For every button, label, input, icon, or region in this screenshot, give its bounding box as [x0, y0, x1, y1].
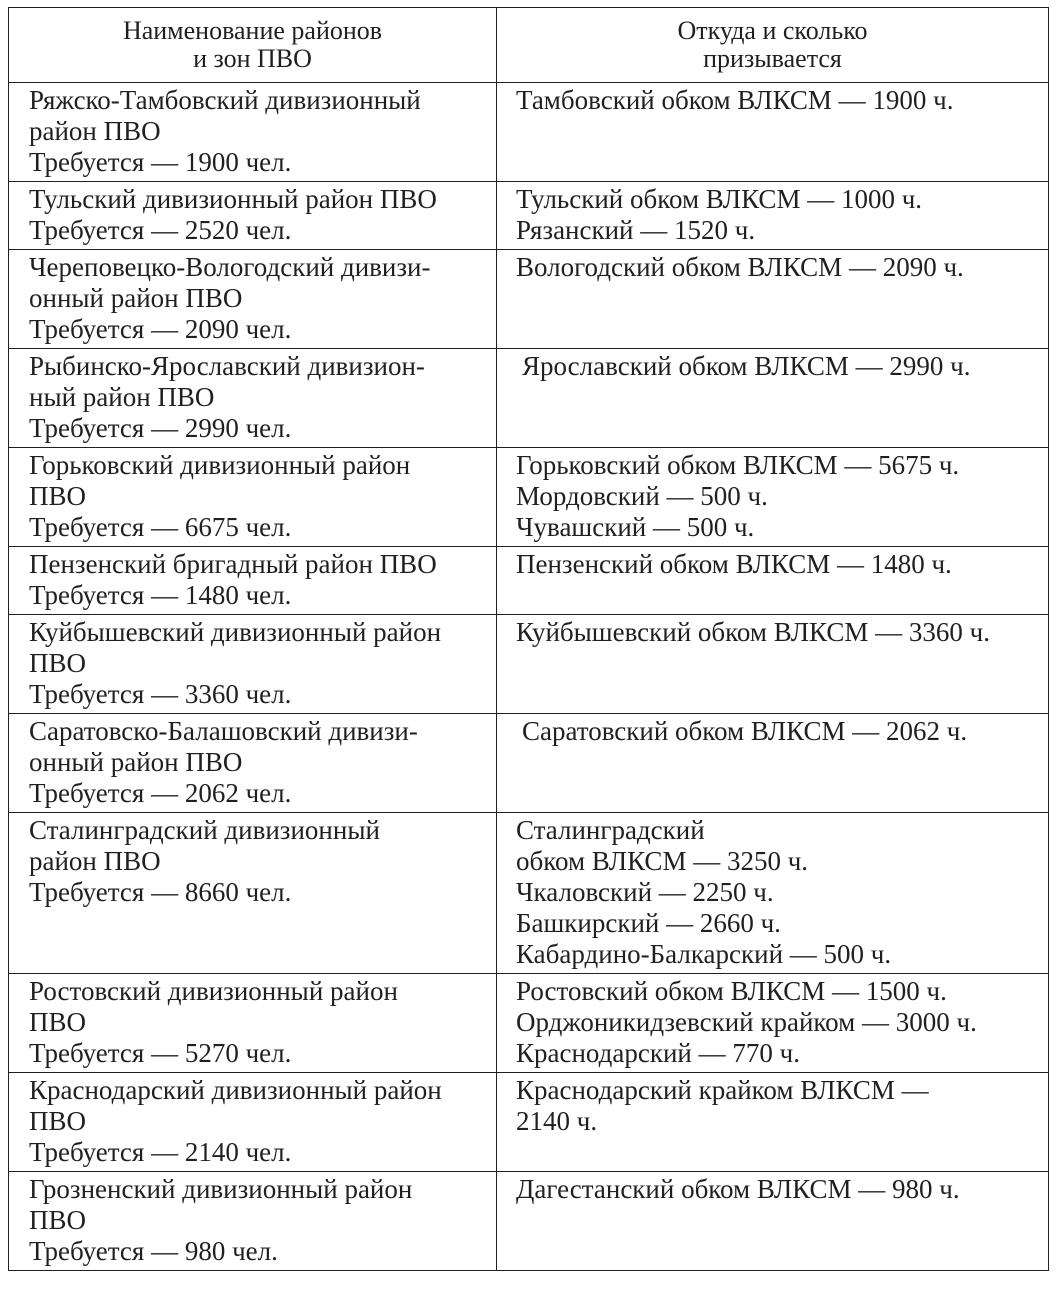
district-name-cell: [9, 250, 497, 349]
draft-source-line: Горьковский обком ВЛКСМ — 5675 ч.: [516, 450, 960, 480]
draft-source-line: 2140 ч.: [516, 1106, 598, 1136]
draft-source-line: Тульский обком ВЛКСМ — 1000 ч.: [516, 184, 923, 214]
table-row: [9, 83, 1049, 182]
district-name-cell: [9, 714, 497, 813]
district-name-line: онный район ПВО: [29, 283, 243, 313]
draft-source-line: Ярославский обком ВЛКСМ — 2990 ч.: [522, 351, 971, 381]
required-count: Требуется — 8660 чел.: [29, 877, 292, 907]
draft-source-line: Вологодский обком ВЛКСМ — 2090 ч.: [516, 252, 964, 282]
district-name-line: Саратовско-Балашовский дивизи-: [29, 716, 418, 746]
district-name-cell: [9, 1172, 497, 1271]
header-line: Откуда и сколько: [677, 16, 868, 45]
draft-source-line: Пензенский обком ВЛКСМ — 1480 ч.: [516, 549, 952, 579]
required-count: Требуется — 980 чел.: [29, 1236, 278, 1266]
draft-source-cell: [497, 349, 1049, 448]
district-name-line: район ПВО: [29, 846, 161, 876]
district-name-line: ный район ПВО: [29, 382, 215, 412]
draft-source-line: Орджоникидзевский крайком — 3000 ч.: [516, 1007, 977, 1037]
draft-source-line: Кабардино-Балкарский — 500 ч.: [516, 939, 892, 969]
header-line: и зон ПВО: [193, 44, 312, 73]
required-count: Требуется — 1480 чел.: [29, 580, 292, 610]
table-row: [9, 448, 1049, 547]
table-row: [9, 182, 1049, 250]
district-name-cell: [9, 349, 497, 448]
draft-source-line: Мордовский — 500 ч.: [516, 481, 768, 511]
required-count: Требуется — 3360 чел.: [29, 679, 292, 709]
district-name-line: Горьковский дивизионный район: [29, 450, 411, 480]
district-name-cell: [9, 813, 497, 974]
draft-source-line: Куйбышевский обком ВЛКСМ — 3360 ч.: [516, 617, 990, 647]
required-count: Требуется — 6675 чел.: [29, 512, 292, 542]
table-header: [9, 8, 1049, 83]
district-name-line: ПВО: [29, 1205, 87, 1235]
district-name-line: ПВО: [29, 1007, 87, 1037]
district-name-line: Ряжско-Тамбовский дивизионный: [29, 85, 421, 115]
district-name-cell: [9, 83, 497, 182]
district-name-line: Пензенский бригадный район ПВО: [29, 549, 437, 579]
required-count: Требуется — 2062 чел.: [29, 778, 292, 808]
district-name-cell: [9, 448, 497, 547]
draft-source-cell: [497, 83, 1049, 182]
draft-source-cell: [497, 974, 1049, 1073]
district-name-line: ПВО: [29, 648, 87, 678]
table-row: [9, 974, 1049, 1073]
district-name-line: Череповецко-Вологодский дивизи-: [29, 252, 431, 282]
draft-source-line: Краснодарский крайком ВЛКСМ —: [516, 1075, 929, 1105]
draft-source-cell: [497, 182, 1049, 250]
table-row: [9, 615, 1049, 714]
district-name-cell: [9, 974, 497, 1073]
required-count: Требуется — 2090 чел.: [29, 314, 292, 344]
district-name-cell: [9, 182, 497, 250]
district-name-line: район ПВО: [29, 116, 161, 146]
header-line: призывается: [703, 44, 842, 73]
draft-source-line: Башкирский — 2660 ч.: [516, 908, 781, 938]
required-count: Требуется — 2520 чел.: [29, 215, 292, 245]
district-name-line: Ростовский дивизионный район: [29, 976, 398, 1006]
pvo-districts-table: [8, 7, 1049, 1271]
draft-source-cell: [497, 615, 1049, 714]
table-row: [9, 250, 1049, 349]
district-name-line: Грозненский дивизионный район: [29, 1174, 413, 1204]
document-page: [8, 7, 1048, 1271]
header-district-names: [9, 8, 497, 83]
draft-source-line: Сталинградский: [516, 815, 705, 845]
district-name-line: ПВО: [29, 481, 87, 511]
district-name-cell: [9, 615, 497, 714]
district-name-line: Сталинградский дивизионный: [29, 815, 380, 845]
required-count: Требуется — 5270 чел.: [29, 1038, 292, 1068]
district-name-line: Рыбинско-Ярославский дивизион-: [29, 351, 425, 381]
table-row: [9, 349, 1049, 448]
district-name-line: онный район ПВО: [29, 747, 243, 777]
district-name-cell: [9, 1073, 497, 1172]
district-name-line: Тульский дивизионный район ПВО: [29, 184, 437, 214]
required-count: Требуется — 1900 чел.: [29, 147, 292, 177]
draft-source-cell: [497, 714, 1049, 813]
draft-source-cell: [497, 1172, 1049, 1271]
table-row: [9, 714, 1049, 813]
draft-source-line: Тамбовский обком ВЛКСМ — 1900 ч.: [516, 85, 954, 115]
table-body: [9, 83, 1049, 1271]
draft-source-line: Краснодарский — 770 ч.: [516, 1038, 800, 1068]
draft-source-line: Саратовский обком ВЛКСМ — 2062 ч.: [522, 716, 968, 746]
district-name-cell: [9, 547, 497, 615]
draft-source-cell: [497, 448, 1049, 547]
table-row: [9, 547, 1049, 615]
table-row: [9, 1073, 1049, 1172]
draft-source-cell: [497, 1073, 1049, 1172]
district-name-line: Куйбышевский дивизионный район: [29, 617, 442, 647]
draft-source-line: Рязанский — 1520 ч.: [516, 215, 756, 245]
draft-source-line: Ростовский обком ВЛКСМ — 1500 ч.: [516, 976, 947, 1006]
draft-source-cell: [497, 250, 1049, 349]
draft-source-line: Дагестанский обком ВЛКСМ — 980 ч.: [516, 1174, 960, 1204]
draft-source-cell: [497, 813, 1049, 974]
table-row: [9, 1172, 1049, 1271]
draft-source-line: Чкаловский — 2250 ч.: [516, 877, 774, 907]
district-name-line: ПВО: [29, 1106, 87, 1136]
draft-source-cell: [497, 547, 1049, 615]
draft-source-line: обком ВЛКСМ — 3250 ч.: [516, 846, 809, 876]
required-count: Требуется — 2990 чел.: [29, 413, 292, 443]
required-count: Требуется — 2140 чел.: [29, 1137, 292, 1167]
header-row: [9, 8, 1049, 83]
header-draft-sources: [497, 8, 1049, 83]
table-row: [9, 813, 1049, 974]
draft-source-line: Чувашский — 500 ч.: [516, 512, 755, 542]
district-name-line: Краснодарский дивизионный район: [29, 1075, 442, 1105]
header-line: Наименование районов: [122, 16, 383, 45]
